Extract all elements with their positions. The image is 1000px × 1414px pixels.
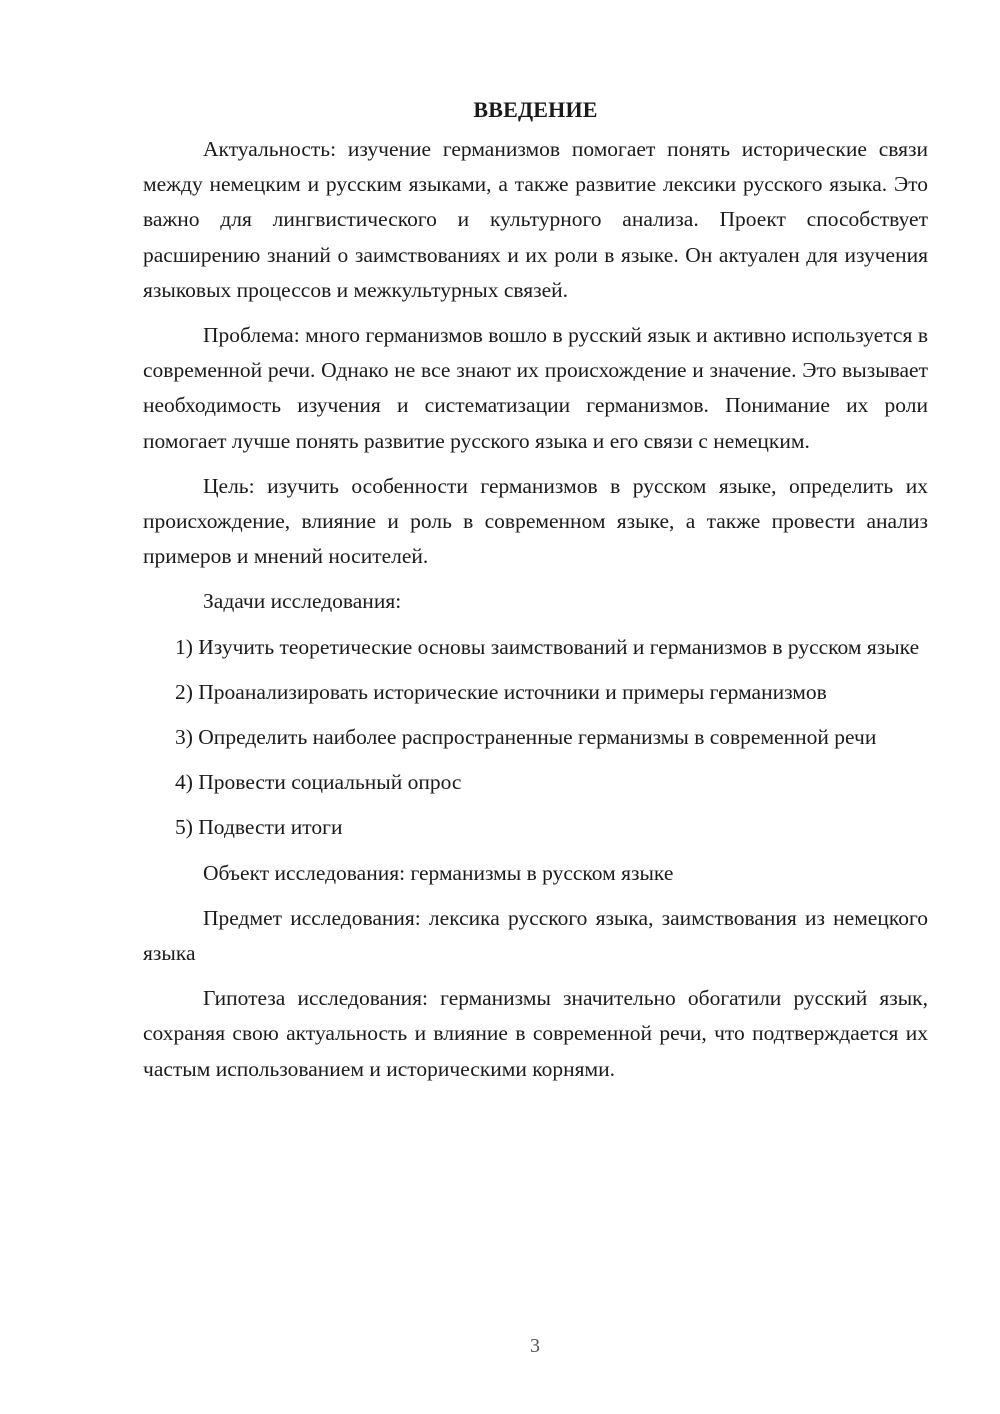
- paragraph-hypothesis: Гипотеза исследования: германизмы значительно обогатили русский язык, сохраняя свою актуальность и влияние в современной речи, что подтверждается их частым использованием и историческими корнями.: [143, 986, 928, 1081]
- paragraph-subject: Предмет исследования: лексика русского языка, заимствования из немецкого языка: [143, 905, 928, 966]
- page-content: [143, 92, 928, 1097]
- tasks-list: [143, 630, 928, 846]
- paragraph-object: Объект исследования: германизмы в русском языке: [203, 860, 674, 885]
- section-title: ВВЕДЕНИЕ: [473, 97, 598, 122]
- list-item: 4) Провести социальный опрос: [175, 770, 462, 795]
- paragraph-goal: Цель: изучить особенности германизмов в русском языке, определить их происхождение, влияние и роль в современном языке, а также провести анализ примеров и мнений носителей.: [143, 473, 928, 569]
- list-item: 2) Проанализировать исторические источники и примеры германизмов: [175, 679, 827, 704]
- list-item: 1) Изучить теоретические основы заимствований и германизмов в русском языке: [175, 634, 920, 659]
- paragraph-tasks-heading: Задачи исследования:: [203, 589, 402, 614]
- paragraph-problem: Проблема: много германизмов вошло в русский язык и активно используется в современной речи. Однако не все знают их происхождение и значение. Это вызывает необходимость изучения и систематизации германизмов. Понимание их роли помогает лучше понять развитие русского языка и его связи с немецким.: [143, 323, 928, 453]
- paragraph-relevance: Актуальность: изучение германизмов помогает понять исторические связи между немецким и русским языками, а также развитие лексики русского языка. Это важно для лингвистического и культурного анализа. Проект способствует расширению знаний о заимствованиях и их роли в языке. Он актуален для изучения языковых процессов и межкультурных связей.: [143, 137, 928, 302]
- list-item: 5) Подвести итоги: [175, 815, 343, 840]
- page-number: 3: [530, 1335, 540, 1357]
- list-item: 3) Определить наиболее распространенные германизмы в современной речи: [175, 725, 877, 750]
